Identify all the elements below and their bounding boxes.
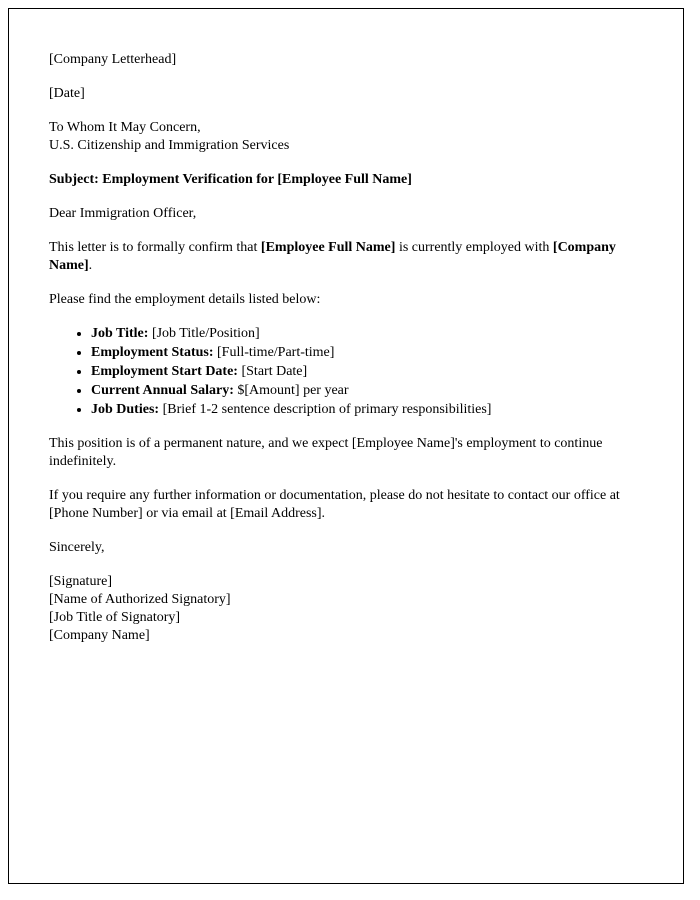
detail-value: $[Amount] per year (233, 383, 349, 398)
details-intro-line: Please find the employment details listed below: (49, 292, 321, 307)
employment-details-list (49, 325, 635, 419)
company-letterhead: [Company Letterhead] (49, 52, 177, 67)
detail-value: [Job Title/Position] (148, 326, 260, 341)
detail-label: Job Duties: (91, 402, 160, 417)
date-line: [Date] (49, 86, 85, 101)
detail-value: [Full-time/Part-time] (213, 345, 335, 360)
signatory-name-placeholder: [Name of Authorized Signatory] (49, 592, 231, 607)
greeting-line: Dear Immigration Officer, (49, 206, 197, 221)
recipient-line-1: To Whom It May Concern, (49, 120, 201, 135)
detail-value: [Brief 1-2 sentence description of primary responsibilities] (159, 402, 492, 417)
detail-item-start-date (91, 363, 635, 381)
letter-page (8, 8, 684, 884)
intro-paragraph (49, 239, 635, 275)
detail-item-employment-status (91, 344, 635, 362)
detail-label: Employment Status: (91, 345, 214, 360)
intro-text-1: This letter is to formally confirm that (49, 240, 261, 255)
signature-block (49, 573, 635, 645)
detail-item-salary (91, 382, 635, 400)
detail-label: Job Title: (91, 326, 149, 341)
permanence-paragraph: This position is of a permanent nature, and we expect [Employee Name]'s employment to continue indefinitely. (49, 436, 603, 469)
detail-item-job-title (91, 325, 635, 343)
detail-value: [Start Date] (237, 364, 308, 379)
contact-paragraph: If you require any further information or documentation, please do not hesitate to contact our office at [Phone Number] or via email at [Email Address]. (49, 488, 620, 521)
closing-line: Sincerely, (49, 540, 105, 555)
subject-line (49, 171, 635, 189)
signatory-title-placeholder: [Job Title of Signatory] (49, 610, 181, 625)
detail-label: Current Annual Salary: (91, 383, 234, 398)
subject-text: Subject: Employment Verification for [Employee Full Name] (49, 172, 412, 187)
intro-text-2: is currently employed with (395, 240, 553, 255)
signatory-company-placeholder: [Company Name] (49, 628, 150, 643)
employee-name-placeholder: [Employee Full Name] (260, 240, 396, 255)
company-name-placeholder: [Company Name] (49, 240, 616, 273)
signature-placeholder: [Signature] (49, 574, 112, 589)
detail-item-job-duties (91, 401, 635, 419)
intro-text-3: . (88, 258, 93, 273)
recipient-line-2: U.S. Citizenship and Immigration Services (49, 138, 290, 153)
detail-label: Employment Start Date: (91, 364, 238, 379)
